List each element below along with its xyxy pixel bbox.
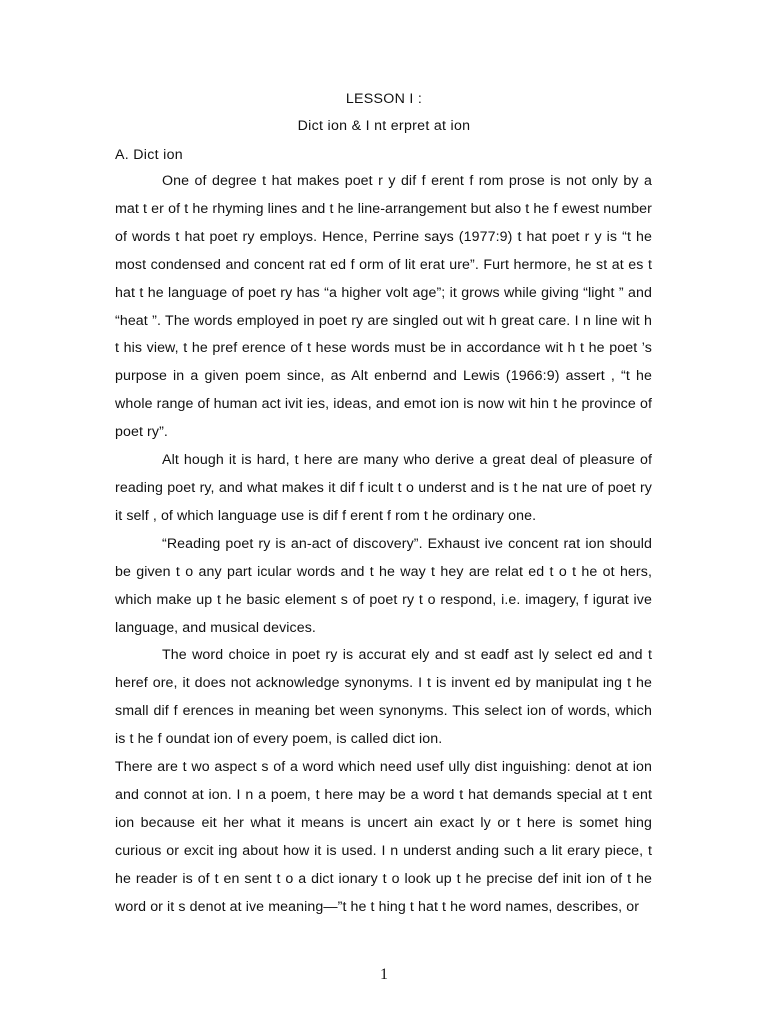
lesson-number: LESSON I : — [345, 91, 423, 107]
paragraph: There are t wo aspect s of a word which need usef ully dist inguishing: denot at ion and connot at ion. I n a poem, t here may be a word t hat demands special at t ent ion because eit her what it means is uncert ain exact ly or t here is somet hing curious or excit ing about how it is used. I n underst anding such a lit erary piece, t he reader is of t en sent t o a dict ionary t o look up t he precise def init ion of t he word or it s denot at ive meaning—”t he t hing t hat t he word names, describes, or — [115, 759, 652, 915]
body-text — [115, 168, 652, 921]
paragraph: One of degree t hat makes poet r y dif f erent f rom prose is not only by a mat t er of t he rhyming lines and t he line-arrangement but also t he f ewest number of words t hat poet ry employs. Hence, Perrine says (1977:9) t hat poet r y is “t he most condensed and concent rat ed f orm of lit erat ure”. Furt hermore, he st at es t hat t he language of poet ry has “a higher volt age”; it grows while giving “light ” and “heat ”. The words employed in poet ry are singled out wit h great care. I n line wit h t his view, t he pref erence of t hese words must be in accordance wit h t he poet ’s purpose in a given poem since, as Alt enbernd and Lewis (1966:9) assert , “t he whole range of human act ivit ies, ideas, and emot ion is now wit hin t he province of poet ry”. — [115, 173, 652, 441]
paragraph: Alt hough it is hard, t here are many who derive a great deal of pleasure of reading poet ry, and what makes it dif f icult t o underst and is t he nat ure of poet ry it self , of which language use is dif f erent f rom t he ordinary one. — [115, 452, 652, 524]
lesson-title: Dict ion & I nt erpret at ion — [297, 118, 471, 134]
page-number: 1 — [380, 966, 388, 983]
paragraph: The word choice in poet ry is accurat ely and st eadf ast ly select ed and t heref ore, it does not acknowledge synonyms. I t is invent ed by manipulat ing t he small dif f erences in meaning bet ween synonyms. This select ion of words, which is t he f oundat ion of every poem, is called dict ion. — [115, 647, 652, 748]
paragraph: “Reading poet ry is an-act of discovery”. Exhaust ive concent rat ion should be given t o any part icular words and t he way t hey are relat ed t o t he ot hers, which make up t he basic element s of poet ry t o respond, i.e. imagery, f igurat ive language, and musical devices. — [115, 535, 652, 636]
section-heading: A. Dict ion — [115, 147, 183, 163]
